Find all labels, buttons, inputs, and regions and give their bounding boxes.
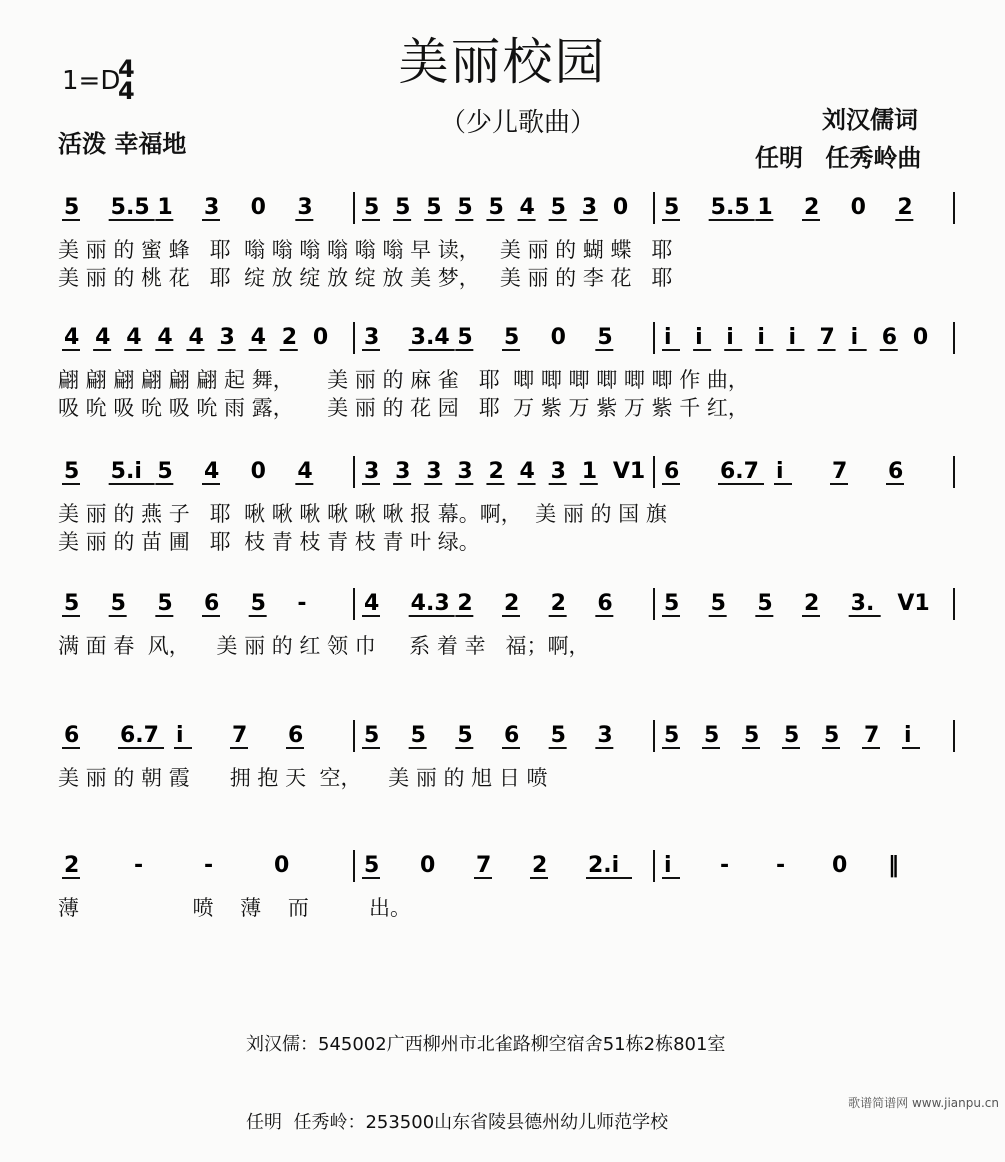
note: 5 — [410, 723, 426, 748]
note: 3. — [850, 591, 875, 616]
note: 7 — [864, 723, 880, 748]
note: 4 — [188, 325, 204, 350]
note: 5.i — [110, 459, 142, 484]
note: 5 — [364, 195, 380, 220]
lyric-line: 吸 吮 吸 吮 吸 吮 雨 露， 美 丽 的 花 园 耶 万 紫 万 紫 万 紫 千 红， — [58, 396, 749, 420]
watermark: 歌谱简谱网 www.jianpu.cn — [848, 1096, 999, 1110]
note: 5 — [110, 591, 126, 616]
note: 1 — [157, 195, 173, 220]
note: 2 — [504, 591, 520, 616]
note: - — [720, 853, 730, 878]
note: 5 — [457, 325, 473, 350]
note: i — [664, 853, 672, 878]
note: 5 — [550, 195, 566, 220]
lyric-line: 美 丽 的 蜜 蜂 耶 嗡 嗡 嗡 嗡 嗡 嗡 早 读， 美 丽 的 蝴 蝶 耶 — [58, 238, 673, 262]
note: 5 — [550, 723, 566, 748]
note: 3 — [426, 459, 442, 484]
key-signature: 1=D — [62, 66, 121, 96]
note: 5 — [364, 853, 380, 878]
note: 4 — [364, 591, 380, 616]
note: 4 — [519, 195, 535, 220]
note: 6 — [888, 459, 904, 484]
note: 0 — [912, 325, 929, 350]
note: 0 — [612, 195, 629, 220]
notation-line — [48, 452, 978, 492]
note: 3 — [297, 195, 313, 220]
notation-line — [48, 318, 978, 358]
note: 5 — [744, 723, 760, 748]
note: 7 — [476, 853, 492, 878]
note: 5 — [488, 195, 504, 220]
note: 2 — [897, 195, 913, 220]
note: 6 — [288, 723, 304, 748]
note: i — [788, 325, 796, 350]
note: 5 — [64, 591, 80, 616]
note: 2 — [281, 325, 298, 350]
note: i — [726, 325, 734, 350]
lyric-line: 美 丽 的 朝 霞 拥 抱 天 空， 美 丽 的 旭 日 喷 — [58, 766, 548, 790]
note: 3.4 — [410, 325, 450, 350]
note: 3 — [395, 459, 411, 484]
note: 5 — [157, 591, 173, 616]
notation-system — [48, 716, 978, 790]
note: i — [176, 723, 184, 748]
note: i — [664, 325, 672, 350]
note: V1 — [612, 459, 646, 484]
song-title: 美丽校园 — [398, 33, 607, 91]
song-subtitle: （少儿歌曲） — [440, 108, 597, 138]
note: 3 — [581, 195, 598, 220]
lyric-line: 满 面 春 风， 美 丽 的 红 领 巾 系 着 幸 福；啊， — [58, 634, 590, 658]
time-sig-bottom: 4 — [118, 77, 135, 105]
note: 7 — [819, 325, 835, 350]
notation-system — [48, 452, 978, 554]
composer-credit: 任明 任秀岭曲 — [755, 143, 922, 172]
note: 1 — [581, 459, 598, 484]
note: 4 — [297, 459, 313, 484]
note: 4 — [204, 459, 220, 484]
note: 5 — [64, 459, 80, 484]
lyricist-credit: 刘汉儒词 — [822, 105, 918, 134]
note: i — [776, 459, 784, 484]
note: 0 — [274, 853, 290, 878]
note: 2 — [457, 591, 473, 616]
note: 4 — [126, 325, 142, 350]
note: - — [134, 853, 144, 878]
note: 3 — [364, 459, 380, 484]
note: 5 — [757, 591, 773, 616]
note: 5.5 — [110, 195, 150, 220]
final-barline: ‖ — [888, 853, 899, 878]
note: 4 — [519, 459, 535, 484]
note: i — [850, 325, 859, 350]
contact-line-2: 任明 任秀岭：253500山东省陵县德州幼儿师范学校 — [246, 1112, 669, 1133]
notation-line — [48, 716, 978, 756]
note: 5 — [426, 195, 442, 220]
note: 2 — [804, 195, 820, 220]
note: 6 — [664, 459, 680, 484]
note: 2 — [64, 853, 80, 878]
note: 3 — [219, 325, 235, 350]
note: 3 — [597, 723, 613, 748]
note: 5.5 — [710, 195, 750, 220]
note: i — [695, 325, 703, 350]
note: 5 — [457, 195, 473, 220]
note: 5 — [664, 723, 680, 748]
note: V1 — [897, 591, 930, 616]
note: 3 — [364, 325, 380, 350]
notation-system — [48, 318, 978, 420]
note: 7 — [832, 459, 848, 484]
note: 4.3 — [410, 591, 450, 616]
note: 0 — [550, 325, 566, 350]
note: 2 — [804, 591, 820, 616]
time-signature — [118, 55, 135, 105]
note: 4 — [157, 325, 173, 350]
note: 5 — [710, 591, 726, 616]
note: 0 — [832, 853, 848, 878]
contact-footer — [246, 980, 725, 1162]
note: 2 — [550, 591, 566, 616]
note: 5 — [784, 723, 800, 748]
notation-system — [48, 188, 978, 290]
note: 6 — [597, 591, 613, 616]
notation-line — [48, 188, 978, 228]
note: 5 — [250, 591, 266, 616]
lyric-line: 美 丽 的 桃 花 耶 绽 放 绽 放 绽 放 美 梦， 美 丽 的 李 花 耶 — [58, 266, 673, 290]
note: 2 — [532, 853, 548, 878]
note: 4 — [64, 325, 80, 350]
note: 6.7 — [720, 459, 759, 484]
tempo-marking: 活泼 幸福地 — [58, 129, 187, 158]
notation-line — [48, 846, 978, 886]
note: 3 — [204, 195, 220, 220]
lyric-line: 翩 翩 翩 翩 翩 翩 起 舞， 美 丽 的 麻 雀 耶 唧 唧 唧 唧 唧 唧 作 曲， — [58, 368, 749, 392]
note: 5 — [824, 723, 840, 748]
note: - — [776, 853, 786, 878]
lyric-line: 美 丽 的 苗 圃 耶 枝 青 枝 青 枝 青 叶 绿。 — [58, 530, 480, 554]
note: 0 — [420, 853, 436, 878]
note: 1 — [757, 195, 773, 220]
note: 7 — [232, 723, 248, 748]
note: 4 — [95, 325, 111, 350]
note: 5 — [664, 195, 680, 220]
note: 5 — [64, 195, 80, 220]
contact-line-1: 刘汉儒：545002广西柳州市北雀路柳空宿舍51栋2栋801室 — [246, 1034, 726, 1055]
note: - — [297, 591, 307, 616]
note: 6 — [64, 723, 80, 748]
note: 3 — [550, 459, 566, 484]
note: 0 — [250, 195, 266, 220]
note: i — [904, 723, 912, 748]
lyric-line: 薄 喷 薄 而 出。 — [58, 896, 411, 920]
note: i — [757, 325, 765, 350]
note: 3 — [457, 459, 473, 484]
note: 0 — [250, 459, 266, 484]
note: 4 — [250, 325, 266, 350]
note: 5 — [457, 723, 473, 748]
note: 2 — [488, 459, 504, 484]
note: 5 — [597, 325, 613, 350]
note: 6 — [504, 723, 520, 748]
note: 6 — [881, 325, 898, 350]
lyric-line: 美 丽 的 燕 子 耶 啾 啾 啾 啾 啾 啾 报 幕。啊， 美 丽 的 国 旗 — [58, 502, 667, 526]
notation-line — [48, 584, 978, 624]
notation-system — [48, 846, 978, 920]
note: 6 — [204, 591, 220, 616]
note: - — [204, 853, 214, 878]
note: 5 — [664, 591, 680, 616]
note: 5 — [704, 723, 720, 748]
time-sig-top: 4 — [118, 55, 135, 83]
note: 0 — [850, 195, 866, 220]
note: 2.i — [588, 853, 620, 878]
note: 5 — [395, 195, 411, 220]
note: 6.7 — [120, 723, 159, 748]
note: 5 — [157, 459, 173, 484]
note: 5 — [364, 723, 380, 748]
notation-system — [48, 584, 978, 658]
note: 5 — [504, 325, 520, 350]
note: 0 — [312, 325, 329, 350]
